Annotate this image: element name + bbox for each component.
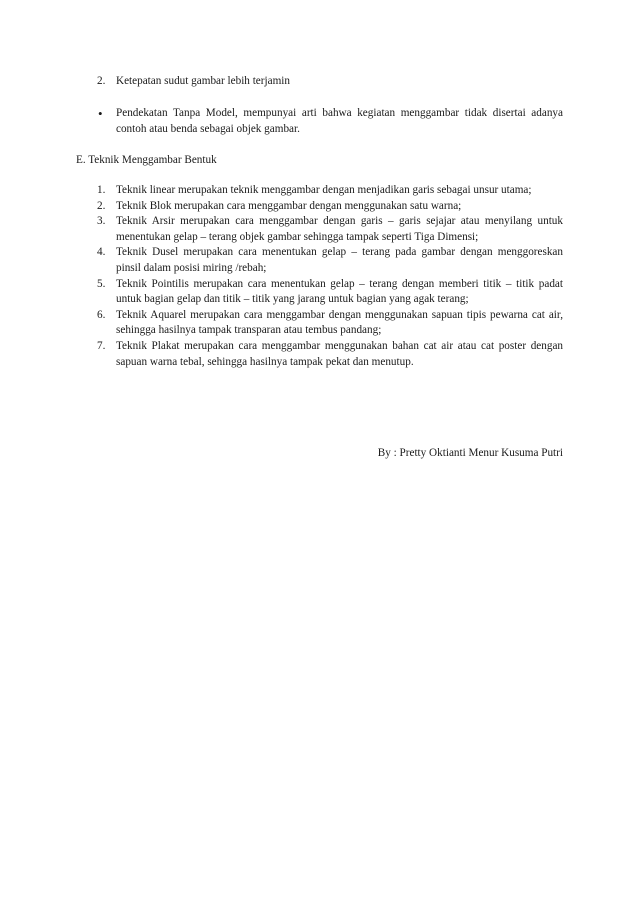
bullet-marker: • xyxy=(98,106,103,121)
list-item xyxy=(97,339,563,370)
list-marker: 6. xyxy=(97,308,106,321)
list-item xyxy=(97,199,563,215)
section-heading: E. Teknik Menggambar Bentuk xyxy=(76,154,217,166)
technique-list xyxy=(97,183,563,370)
list-item xyxy=(97,183,563,199)
list-item-text: Teknik Blok merupakan cara menggambar dengan menggunakan satu warna; xyxy=(116,199,462,212)
list-item-text: Teknik Dusel merupakan cara menentukan gelap – terang pada gambar dengan menggoreskan pinsil dalam posisi miring /rebah; xyxy=(116,246,563,274)
author-signature: By : Pretty Oktianti Menur Kusuma Putri xyxy=(377,447,563,459)
list-item xyxy=(97,214,563,245)
list-item xyxy=(97,277,563,308)
list-item-text: Ketepatan sudut gambar lebih terjamin xyxy=(116,75,290,87)
list-marker: 4. xyxy=(97,246,106,259)
list-marker: 2. xyxy=(97,199,106,212)
list-marker: 2. xyxy=(97,75,106,87)
list-item-text: Teknik Pointilis merupakan cara menentukan gelap – terang dengan memberi titik – titik padat untuk bagian gelap dan titik – titik yang jarang untuk bagian yang agak terang; xyxy=(116,277,563,306)
list-marker: 1. xyxy=(97,184,106,196)
list-item-text: Teknik Aquarel merupakan cara menggambar dengan menggunakan sapuan tipis pewarna cat air, sehingga hasilnya tampak transparan atau tembus pandang; xyxy=(116,308,563,337)
list-marker: 5. xyxy=(97,277,106,290)
list-item xyxy=(97,245,563,276)
list-item-text: Teknik Plakat merupakan cara menggambar menggunakan bahan cat air atau cat poster dengan sapuan warna tebal, sehingga hasilnya tampak pekat dan menutup. xyxy=(116,339,563,368)
bullet-item xyxy=(98,106,563,137)
list-marker: 7. xyxy=(97,339,106,352)
list-marker: 3. xyxy=(97,215,106,228)
list-item xyxy=(97,308,563,339)
bullet-item-text: Pendekatan Tanpa Model, mempunyai arti bahwa kegiatan menggambar tidak disertai adanya contoh atau benda sebagai objek gambar. xyxy=(116,107,563,135)
list-item xyxy=(97,74,563,90)
list-item-text: Teknik Arsir merupakan cara menggambar dengan garis – garis sejajar atau menyilang untuk menentukan gelap – terang objek gambar sehingga tampak seperti Tiga Dimensi; xyxy=(116,215,563,243)
list-item-text: Teknik linear merupakan teknik menggambar dengan menjadikan garis sebagai unsur utama; xyxy=(116,184,532,196)
